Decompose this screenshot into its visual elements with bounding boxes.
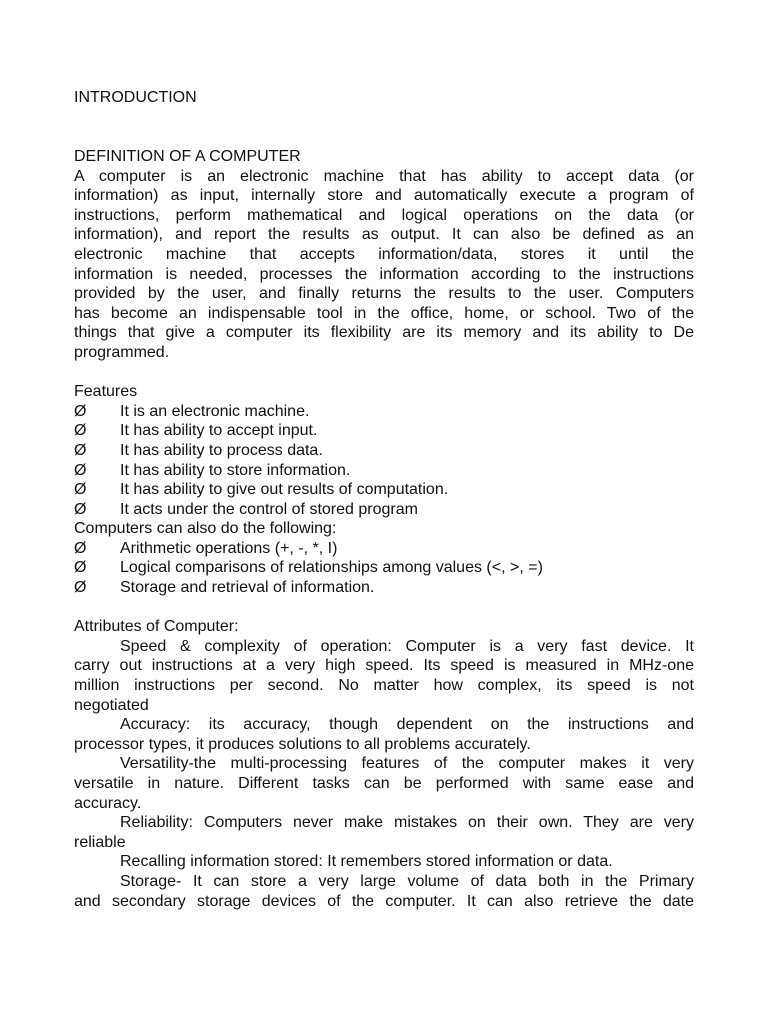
definition-line: information is needed, processes the information according to the instructions — [74, 265, 694, 283]
feature-text: It has ability to process data. — [120, 441, 323, 459]
attribute-line: Speed & complexity of operation: Computer is a very fast device. It — [120, 637, 694, 655]
definition-line: electronic machine that accepts information/data, stores it until the — [74, 245, 694, 263]
attribute-line: versatile in nature. Different tasks can be performed with same ease and — [74, 775, 694, 792]
feature-item — [74, 441, 694, 461]
attributes-heading: Attributes of Computer: — [74, 618, 239, 636]
document-page — [74, 0, 694, 1024]
capability-text: Arithmetic operations (+, -, *, I) — [120, 539, 338, 557]
capabilities-heading: Computers can also do the following: — [74, 520, 337, 538]
page-title: INTRODUCTION — [74, 89, 197, 106]
capability-item — [74, 578, 694, 598]
features-heading: Features — [74, 383, 138, 401]
feature-text: It acts under the control of stored program — [120, 500, 418, 518]
bullet-icon: Ø — [74, 579, 87, 597]
bullet-icon: Ø — [74, 500, 87, 518]
attribute-line: reliable — [74, 833, 126, 851]
definition-heading: DEFINITION OF A COMPUTER — [74, 148, 301, 165]
spacer — [74, 363, 694, 383]
attribute-line: Recalling information stored: It remembers stored information or data. — [120, 853, 613, 871]
definition-line: programmed. — [74, 343, 170, 361]
bullet-icon: Ø — [74, 402, 87, 420]
feature-text: It has ability to accept input. — [120, 422, 318, 440]
definition-line: information) as input, internally store and automatically execute a program of — [74, 187, 694, 205]
bullet-icon: Ø — [74, 559, 87, 577]
definition-line: instructions, perform mathematical and logical operations on the data (or — [74, 206, 694, 224]
feature-text: It has ability to store information. — [120, 461, 351, 479]
definition-line: has become an indispensable tool in the office, home, or school. Two of the — [74, 304, 694, 322]
bullet-icon: Ø — [74, 422, 87, 440]
feature-text: It is an electronic machine. — [120, 402, 310, 420]
bullet-icon: Ø — [74, 441, 87, 459]
attribute-line: Reliability: Computers never make mistakes on their own. They are very — [120, 814, 694, 832]
attribute-line: Storage- It can store a very large volume of data both in the Primary — [120, 872, 694, 890]
bullet-icon: Ø — [74, 481, 87, 499]
capability-text: Logical comparisons of relationships among values (<, >, =) — [120, 559, 543, 577]
definition-line: information), and report the results as output. It can also be defined as an — [74, 226, 694, 244]
attribute-line: Accuracy: its accuracy, though dependent on the instructions and — [120, 716, 694, 734]
feature-item — [74, 461, 694, 481]
definition-line: A computer is an electronic machine that has ability to accept data (or — [74, 167, 694, 185]
spacer — [74, 598, 694, 618]
definition-line: things that give a computer its flexibility are its memory and its ability to De — [74, 324, 694, 342]
attribute-line: carry out instructions at a very high speed. Its speed is measured in MHz-one — [74, 657, 694, 675]
attribute-line: processor types, it produces solutions to all problems accurately. — [74, 735, 531, 753]
bullet-icon: Ø — [74, 539, 87, 557]
capability-item — [74, 558, 694, 578]
feature-item — [74, 402, 694, 422]
feature-item — [74, 480, 694, 500]
feature-item — [74, 421, 694, 441]
attribute-line: Versatility-the multi-processing features of the computer makes it very — [120, 755, 694, 773]
bullet-icon: Ø — [74, 461, 87, 479]
feature-text: It has ability to give out results of computation. — [120, 481, 449, 499]
attribute-line: accuracy. — [74, 794, 142, 812]
attribute-line: million instructions per second. No matter how complex, its speed is not — [74, 677, 694, 695]
capability-text: Storage and retrieval of information. — [120, 579, 375, 597]
document-body — [74, 147, 694, 911]
attribute-line: negotiated — [74, 696, 149, 714]
feature-item — [74, 500, 694, 520]
definition-line: provided by the user, and finally returns the results to the user. Computers — [74, 285, 694, 303]
capability-item — [74, 539, 694, 559]
attribute-line: and secondary storage devices of the computer. It can also retrieve the date — [74, 892, 694, 910]
